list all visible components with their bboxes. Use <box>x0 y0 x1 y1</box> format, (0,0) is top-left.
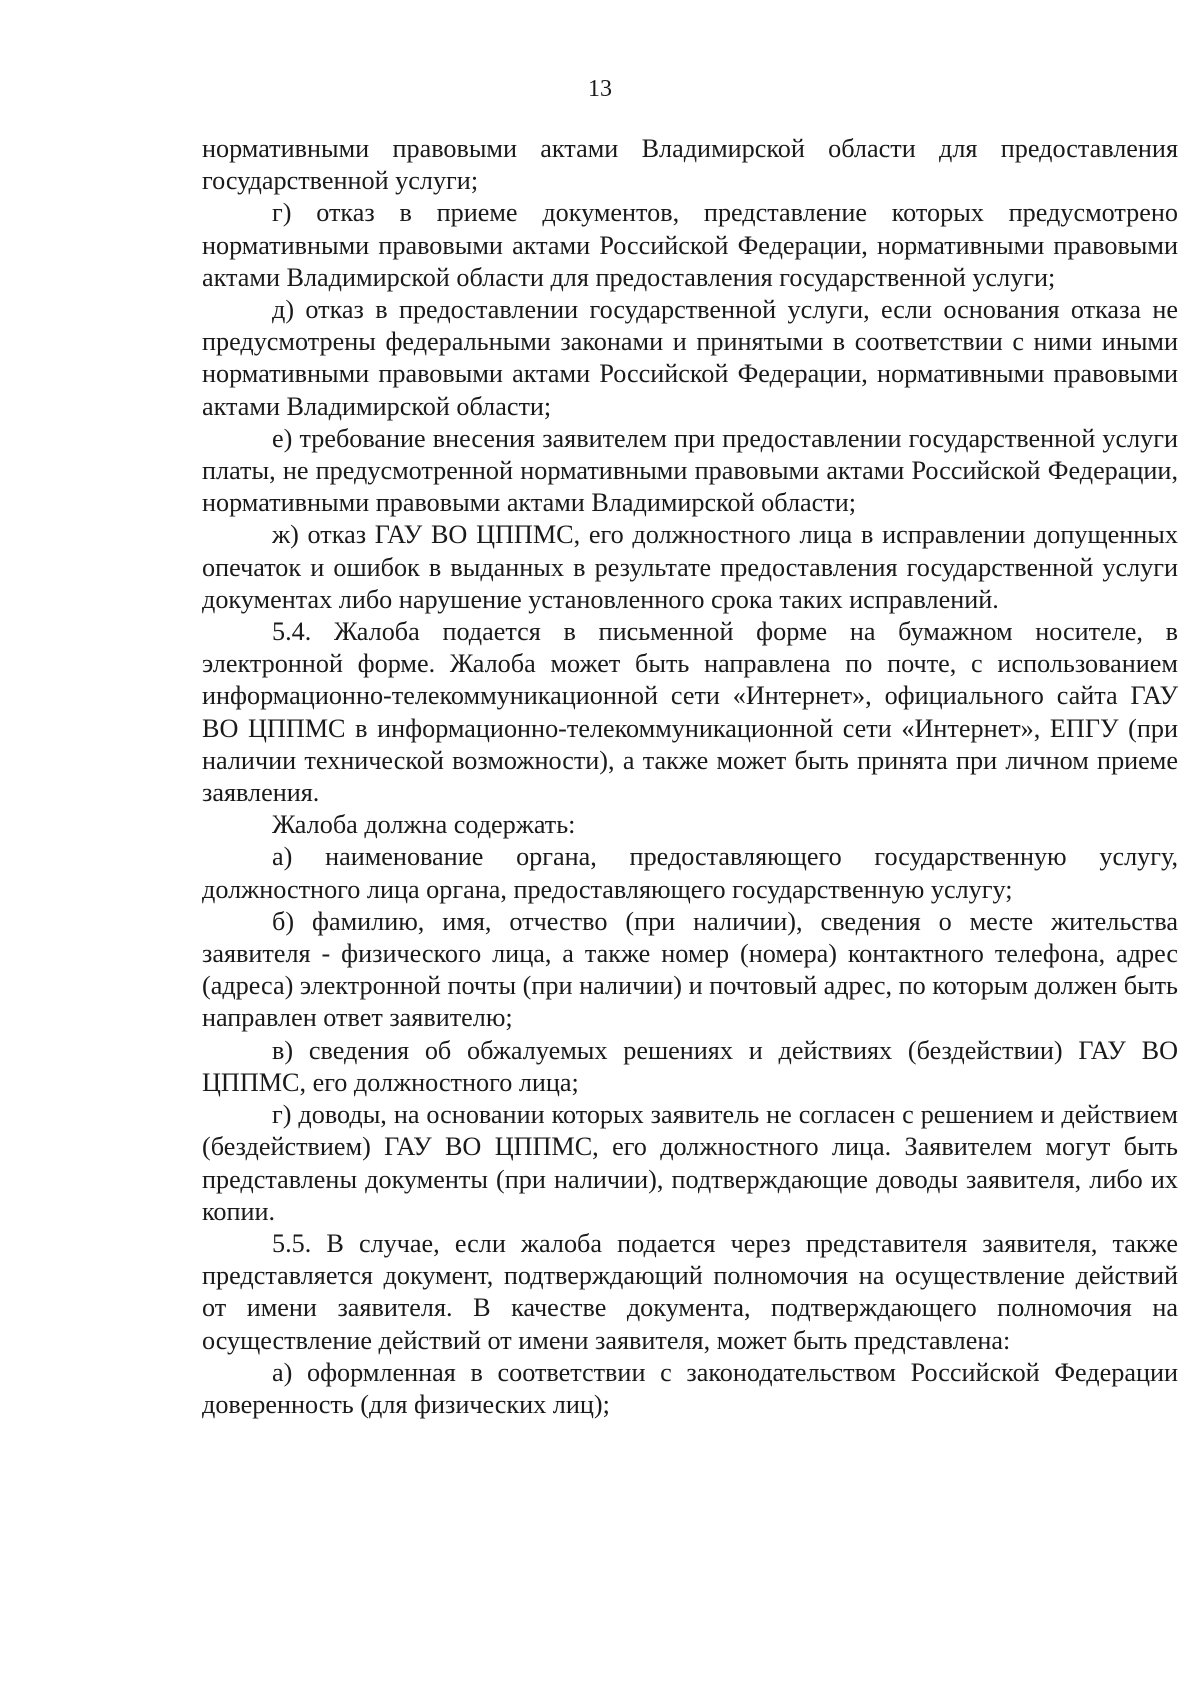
paragraph-item-e-payment-requirement: е) требование внесения заявителем при предоставлении государственной услуги платы, не предусмотренной нормативными правовыми актами Российской Федерации, нормативными правовыми актами Владимирской области; <box>202 423 1178 518</box>
paragraph-continuation: нормативными правовыми актами Владимирской области для предоставления государственной услуги; <box>202 134 1178 196</box>
document-body <box>202 133 1178 1421</box>
paragraph-5-5: 5.5. В случае, если жалоба подается через представителя заявителя, также представляется документ, подтверждающий полномочия на осуществление действий от имени заявителя. В качестве документа, подтверждающего полномочия на осуществление действий от имени заявителя, может быть представлена: <box>202 1228 1178 1355</box>
paragraph-item-v-appealed-decisions: в) сведения об обжалуемых решениях и действиях (бездействии) ГАУ ВО ЦППМС, его должностного лица; <box>202 1035 1178 1097</box>
paragraph-item-a-power-of-attorney: а) оформленная в соответствии с законодательством Российской Федерации доверенность (для физических лиц); <box>202 1357 1178 1419</box>
paragraph-item-d-refusal-service: д) отказ в предоставлении государственной услуги, если основания отказа не предусмотрены федеральными законами и принятыми в соответствии с ними иными нормативными правовыми актами Российской Федерации, нормативными правовыми актами Владимирской области; <box>202 295 1178 421</box>
paragraph-item-a-authority-name: а) наименование органа, предоставляющего государственную услугу, должностного лица органа, предоставляющего государственную услугу; <box>202 842 1178 904</box>
page-number: 13 <box>588 76 612 102</box>
paragraph-5-4: 5.4. Жалоба подается в письменной форме на бумажном носителе, в электронной форме. Жалоба может быть направлена по почте, с использованием информационно-телекоммуникационной сети «Интернет», официального сайта ГАУ ВО ЦППМС в информационно-телекоммуникационной сети «Интернет», ЕПГУ (при наличии технической возможности), а также может быть принята при личном приеме заявления. <box>202 617 1178 808</box>
paragraph-complaint-contents: Жалоба должна содержать: <box>272 810 576 840</box>
paragraph-item-b-applicant-details: б) фамилию, имя, отчество (при наличии), сведения о месте жительства заявителя - физического лица, а также номер (номера) контактного телефона, адрес (адреса) электронной почты (при наличии) и почтовый адрес, по которым должен быть направлен ответ заявителю; <box>202 906 1178 1033</box>
paragraph-item-zh-correction-refusal: ж) отказ ГАУ ВО ЦППМС, его должностного лица в исправлении допущенных опечаток и ошибок в выданных в результате предоставления государственной услуги документах либо нарушение установленного срока таких исправлений. <box>202 520 1178 614</box>
paragraph-item-g-refusal-documents: г) отказ в приеме документов, представление которых предусмотрено нормативными правовыми актами Российской Федерации, нормативными правовыми актами Владимирской области для предоставления государственной услуги; <box>202 198 1178 292</box>
paragraph-item-g-arguments: г) доводы, на основании которых заявитель не согласен с решением и действием (бездействием) ГАУ ВО ЦППМС, его должностного лица. Заявителем могут быть представлены документы (при наличии), подтверждающие доводы заявителя, либо их копии. <box>202 1100 1178 1226</box>
